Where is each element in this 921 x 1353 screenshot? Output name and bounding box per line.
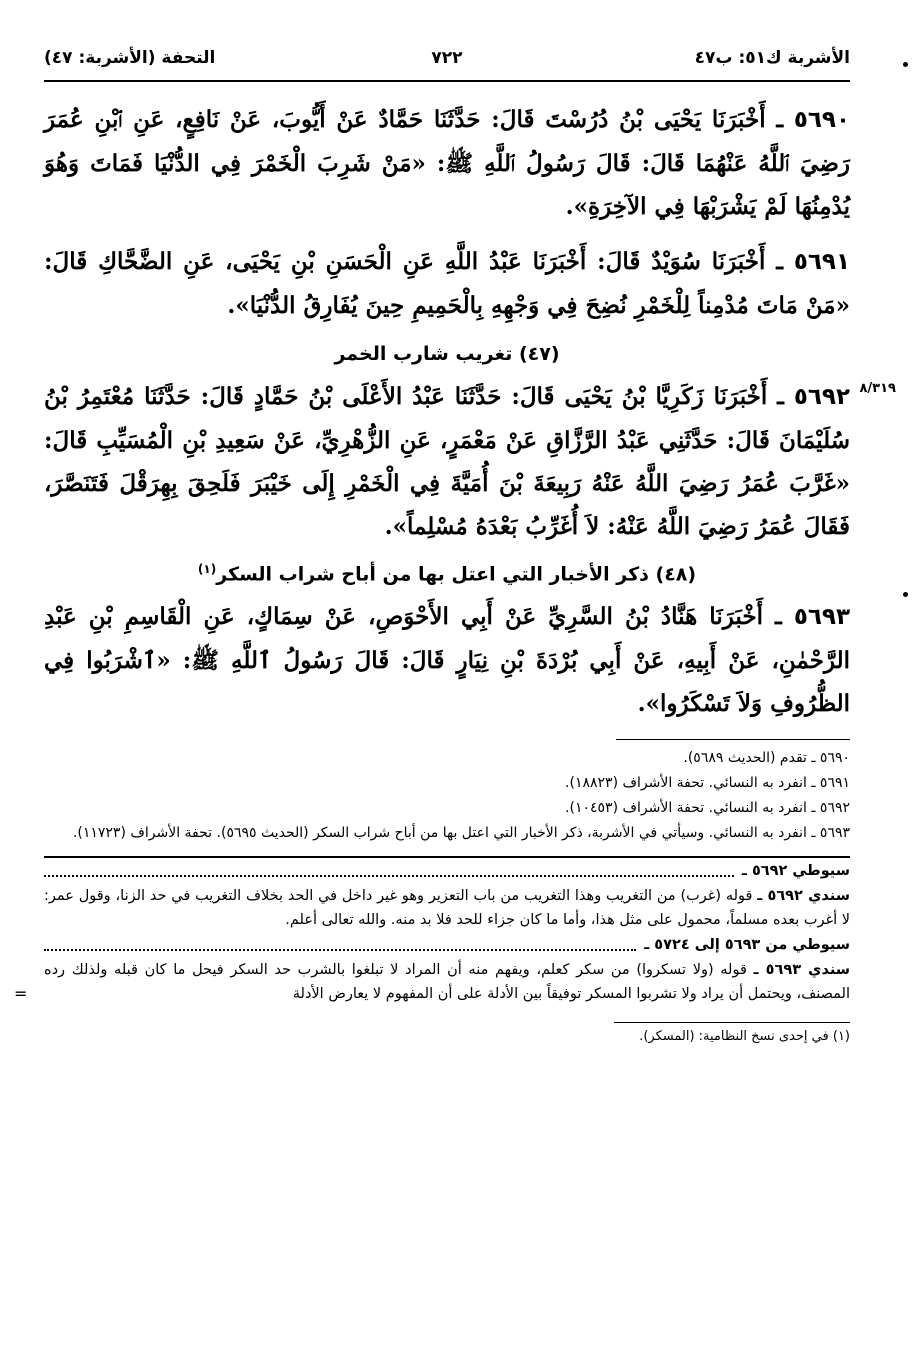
suyuti-5693 — [44, 932, 850, 958]
margin-dot — [903, 592, 908, 597]
book-page — [14, 40, 896, 1045]
sindi-5693-wrap — [14, 958, 850, 1006]
hadith-text: أَخْبَرَنَا هَنَّادُ بْنُ السَّرِيِّ عَنْ أَبِي الأَحْوَصِ، عَنْ سِمَاكٍ، عَنِ الْقَاسِمِ بْنِ عَبْدِ الرَّحْمٰنِ، عَنْ أَبِيهِ، عَنْ أَبِي بُرْدَةَ بْنِ نِيَارٍ قَالَ: قَالَ رَسُولُ ٱللَّهِ ﷺ: «ٱشْرَبُوا فِي الظُّرُوفِ وَلاَ تَسْكَرُوا». — [44, 603, 850, 718]
page-number: ٧٢٢ — [431, 48, 463, 68]
note-5690: ٥٦٩٠ ـ تقدم (الحديث ٥٦٨٩). — [683, 750, 850, 767]
section-title-47: (٤٧) تغريب شارب الخمر — [334, 343, 560, 365]
sindi-text: قوله (ولا تسكروا) من سكر كعلم، ويفهم منه أن المراد لا تبلغوا بالشرب حد السكر فيحل ما كان قبله ولذلك رده المصنف، ويحتمل أن يراد ولا تشربوا المسكر توفيقاً بين الأدلة على أن المفهوم لا يعارض الأدلة — [44, 962, 850, 1003]
takhrij-notes — [44, 746, 850, 846]
hadith-number: ٥٦٩٣ — [793, 604, 850, 631]
sindi-5693 — [44, 958, 850, 1006]
hadith-number: ٥٦٩٢ — [793, 384, 850, 410]
hadith-text: أَخْبَرَنَا يَحْيَى بْنُ دُرُسْتَ قَالَ: حَدَّثَنَا حَمَّادٌ عَنْ أَيُّوبَ، عَنْ نَافِعٍ، عَنِ ٱبْنِ عُمَرَ رَضِيَ ٱللَّهُ عَنْهُمَا قَالَ: قَالَ رَسُولُ ٱللَّهِ ﷺ: «مَنْ شَرِبَ الْخَمْرَ فِي الدُّنْيَا فَمَاتَ وَهُوَ يُدْمِنُهَا لَمْ يَشْرَبْهَا فِي الآخِرَةِ». — [44, 106, 850, 220]
header-rule — [44, 80, 850, 82]
margin-dot — [903, 62, 908, 67]
footnote-ref: (١) — [197, 562, 217, 576]
footnote-rule — [614, 1022, 850, 1023]
hadith-5693: ٥٦٩٣ ـ أَخْبَرَنَا هَنَّادُ بْنُ السَّرِيِّ عَنْ أَبِي الأَحْوَصِ، عَنْ سِمَاكٍ، عَنِ الْقَاسِمِ بْنِ عَبْدِ الرَّحْمٰنِ، عَنْ أَبِيهِ، عَنْ أَبِي بُرْدَةَ بْنِ نِيَارٍ قَالَ: قَالَ رَسُولُ ٱللَّهِ ﷺ: «ٱشْرَبُوا فِي الظُّرُوفِ وَلاَ تَسْكَرُوا». — [44, 603, 850, 718]
notes-rule — [616, 739, 850, 740]
dotted-leader — [44, 939, 636, 951]
section-title-48 — [44, 562, 850, 585]
margin-reference: ٨/٣١٩ — [859, 381, 896, 396]
note-5691: ٥٦٩١ ـ انفرد به النسائي. تحفة الأشراف (١٨٨٢٣). — [565, 775, 850, 792]
hadith-5692-wrap — [44, 375, 896, 548]
hadith-text: أَخْبَرَنَا زَكَرِيَّا بْنُ يَحْيَى قَالَ: حَدَّثَنَا عَبْدُ الأَعْلَى بْنُ حَمَّادٍ قَالَ: حَدَّثَنَا مُعْتَمِرُ بْنُ سُلَيْمَانَ قَالَ: حَدَّثَنِي عَبْدُ الرَّزَّاقِ عَنْ مَعْمَرٍ، عَنِ الزُّهْرِيِّ، عَنْ سَعِيدِ بْنِ الْمُسَيِّبِ قَالَ: «غَرَّبَ عُمَرُ رَضِيَ اللَّهُ عَنْهُ رَبِيعَةَ بْنَ أُمَيَّةَ فِي الْخَمْرِ إِلَى خَيْبَرَ فَلَحِقَ بِهِرَقْلَ فَتَنَصَّرَ، فَقَالَ عُمَرُ رَضِيَ اللَّهُ عَنْهُ: لاَ أُغَرِّبُ بَعْدَهُ مُسْلِماً». — [44, 383, 850, 540]
header-chapter: الأشربة ك٥١: ب٤٧ — [694, 48, 850, 68]
hadith-5691: ٥٦٩١ ـ أَخْبَرَنَا سُوَيْدٌ قَالَ: أَخْبَرَنَا عَبْدُ اللَّهِ عَنِ الْحَسَنِ بْنِ يَحْيَى، عَنِ الضَّحَّاكِ قَالَ: «مَنْ مَاتَ مُدْمِناً لِلْخَمْرِ نُضِحَ فِي وَجْهِهِ بِالْحَمِيمِ حِينَ يُفَارِقُ الدُّنْيَا». — [44, 248, 850, 319]
suyuti-5692 — [44, 858, 850, 884]
hadith-number: ٥٦٩٠ — [793, 107, 850, 133]
sindi-text: قوله (غرب) من التغريب وهذا التغريب من باب التعزير وهو غير داخل في الحد بخلاف التغريب في حد الزنا، وقول عمر: لا أغرب بعده مسلماً، محمول على مثل هذا، وأما ما كان جزاء للحد فلا بد منه. والله تعالى أعلم. — [44, 888, 850, 929]
sindi-label: سندي ٥٦٩٣ ـ — [753, 962, 850, 979]
continuation-mark: = — [14, 984, 28, 1004]
footnote-1: (١) في إحدى نسخ النظامية: (المسكر). — [639, 1029, 850, 1045]
page-header — [44, 40, 850, 80]
hadith-5692: ٥٦٩٢ ـ أَخْبَرَنَا زَكَرِيَّا بْنُ يَحْيَى قَالَ: حَدَّثَنَا عَبْدُ الأَعْلَى بْنُ حَمَّادٍ قَالَ: حَدَّثَنَا مُعْتَمِرُ بْنُ سُلَيْمَانَ قَالَ: حَدَّثَنِي عَبْدُ الرَّزَّاقِ عَنْ مَعْمَرٍ، عَنِ الزُّهْرِيِّ، عَنْ سَعِيدِ بْنِ الْمُسَيِّبِ قَالَ: «غَرَّبَ عُمَرُ رَضِيَ اللَّهُ عَنْهُ رَبِيعَةَ بْنَ أُمَيَّةَ فِي الْخَمْرِ إِلَى خَيْبَرَ فَلَحِقَ بِهِرَقْلَ فَتَنَصَّرَ، فَقَالَ عُمَرُ رَضِيَ اللَّهُ عَنْهُ: لاَ أُغَرِّبُ بَعْدَهُ مُسْلِماً». — [44, 383, 850, 540]
hadith-text: أَخْبَرَنَا سُوَيْدٌ قَالَ: أَخْبَرَنَا عَبْدُ اللَّهِ عَنِ الْحَسَنِ بْنِ يَحْيَى، عَنِ الضَّحَّاكِ قَالَ: «مَنْ مَاتَ مُدْمِناً لِلْخَمْرِ نُضِحَ فِي وَجْهِهِ بِالْحَمِيمِ حِينَ يُفَارِقُ الدُّنْيَا». — [44, 248, 850, 319]
note-5693: ٥٦٩٣ ـ انفرد به النسائي. وسيأتي في الأشربة، ذكر الأخبار التي اعتل بها من أباح شراب السكر (الحديث ٥٦٩٥). تحفة الأشراف (١١٧٢٣). — [72, 825, 850, 842]
dotted-leader — [44, 865, 734, 877]
header-tuhfa-ref: التحفة (الأشربة: ٤٧) — [44, 48, 216, 68]
hadith-5690: ٥٦٩٠ ـ أَخْبَرَنَا يَحْيَى بْنُ دُرُسْتَ قَالَ: حَدَّثَنَا حَمَّادٌ عَنْ أَيُّوبَ، عَنْ نَافِعٍ، عَنِ ٱبْنِ عُمَرَ رَضِيَ ٱللَّهُ عَنْهُمَا قَالَ: قَالَ رَسُولُ ٱللَّهِ ﷺ: «مَنْ شَرِبَ الْخَمْرَ فِي الدُّنْيَا فَمَاتَ وَهُوَ يُدْمِنُهَا لَمْ يَشْرَبْهَا فِي الآخِرَةِ». — [44, 106, 850, 220]
sindi-5692 — [44, 884, 850, 932]
suyuti-label: سيوطي ٥٦٩٢ ـ — [741, 863, 850, 880]
hadith-number: ٥٦٩١ — [793, 249, 850, 275]
suyuti-label: سيوطي من ٥٦٩٣ إلى ٥٧٢٤ ـ — [644, 937, 850, 954]
note-5692: ٥٦٩٢ ـ انفرد به النسائي. تحفة الأشراف (١٠٤٥٣). — [565, 800, 850, 817]
section-48-wrap — [44, 562, 850, 585]
sindi-label: سندي ٥٦٩٢ ـ — [757, 888, 850, 905]
section-title-text: (٤٨) ذكر الأخبار التي اعتل بها من أباح شراب السكر — [216, 563, 697, 586]
